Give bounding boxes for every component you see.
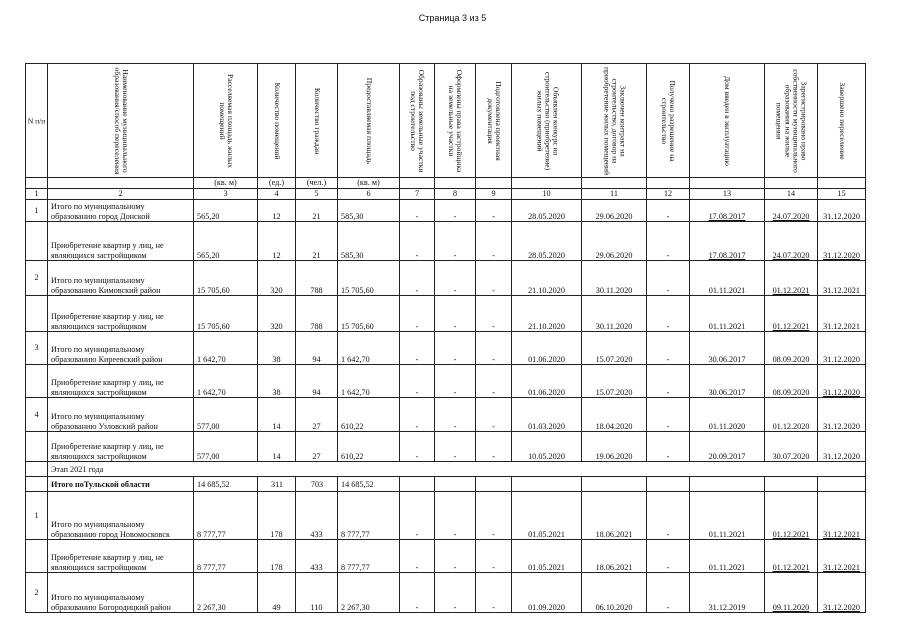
empty-cell [512,477,582,492]
area-resettled: 15 705,60 [194,261,258,296]
premises-count: 178 [258,540,296,573]
unit-cell: (чел.) [296,178,338,189]
row-name: Итого по муниципальному образованию Кимовский район [48,261,194,296]
tender-date: 10.05.2020 [512,432,582,462]
column-number: 4 [258,189,296,200]
contract-date: 30.11.2020 [582,296,647,332]
area-resettled: 565,20 [194,222,258,261]
project-docs: - [476,432,512,462]
column-number: 9 [476,189,512,200]
permit: - [647,365,690,398]
unit-cell [765,178,818,189]
col-header-6: Предоставляемая площадь [338,64,400,178]
stage-label: Этап 2021 года [48,462,866,477]
land-plots: - [400,222,435,261]
col-header-2: Наименование муниципального образования/способ переселения [48,64,194,178]
page-header: Страница 3 из 5 [418,13,487,23]
land-rights: - [435,200,476,222]
citizens-count: 433 [296,492,338,540]
unit-cell [582,178,647,189]
column-number: 13 [690,189,765,200]
row-number [26,296,48,332]
header-row [26,64,866,178]
ownership-date: 01.12.2021 [765,261,818,296]
column-number: 7 [400,189,435,200]
col-header-1: N п/п [26,64,48,178]
premises-count: 320 [258,296,296,332]
project-docs: - [476,573,512,613]
contract-date: 18.04.2020 [582,398,647,432]
citizens-count: 27 [296,432,338,462]
column-number: 5 [296,189,338,200]
citizens-count: 27 [296,398,338,432]
land-rights: - [435,540,476,573]
commissioning-date: 01.11.2020 [690,398,765,432]
municipality-total-row [26,261,866,296]
area-resettled: 565,20 [194,200,258,222]
area-provided: 8 777,77 [338,492,400,540]
empty-cell [765,477,818,492]
col-header-11: Заключен контракт на строительство, договор на приобретение жилых помещений [582,64,647,178]
ownership-date: 01.12.2021 [765,540,818,573]
citizens-count: 703 [296,477,338,492]
ownership-date: 01.12.2021 [765,492,818,540]
area-resettled: 1 642,70 [194,365,258,398]
unit-cell [690,178,765,189]
column-number: 12 [647,189,690,200]
resettlement-date: 31.12.2021 [818,492,866,540]
permit: - [647,492,690,540]
stage-empty-cell [26,462,48,477]
area-provided: 15 705,60 [338,296,400,332]
land-plots: - [400,492,435,540]
row-number: 4 [26,398,48,432]
contract-date: 15.07.2020 [582,365,647,398]
land-rights: - [435,222,476,261]
municipality-total-row [26,573,866,613]
tender-date: 01.05.2021 [512,540,582,573]
ownership-date: 24.07.2020 [765,222,818,261]
tender-date: 21.10.2020 [512,261,582,296]
premises-count: 38 [258,365,296,398]
column-number-row [26,189,866,200]
ownership-date: 01.12.2021 [765,296,818,332]
col-header-12: Получено разрешение на строительство [647,64,690,178]
unit-cell [26,178,48,189]
land-rights: - [435,296,476,332]
row-name: Итого поТульской области [48,477,194,492]
permit: - [647,296,690,332]
resettlement-date: 31.12.2021 [818,261,866,296]
land-rights: - [435,492,476,540]
unit-cell [476,178,512,189]
project-docs: - [476,540,512,573]
acquisition-row [26,432,866,462]
resettlement-date: 31.12.2021 [818,296,866,332]
col-header-9: Подготовлена проектная документация [476,64,512,178]
project-docs: - [476,332,512,365]
premises-count: 178 [258,492,296,540]
resettlement-date: 31.12.2020 [818,573,866,613]
area-resettled: 577,00 [194,432,258,462]
row-name: Итого по муниципальному образованию город Новомосковск [48,492,194,540]
row-number: 2 [26,261,48,296]
column-number: 2 [48,189,194,200]
citizens-count: 110 [296,573,338,613]
land-plots: - [400,540,435,573]
resettlement-date: 31.12.2020 [818,432,866,462]
commissioning-date: 01.11.2021 [690,492,765,540]
area-provided: 585,30 [338,222,400,261]
unit-cell [818,178,866,189]
commissioning-date: 31.12.2019 [690,573,765,613]
area-resettled: 2 267,30 [194,573,258,613]
contract-date: 19.06.2020 [582,432,647,462]
unit-cell: (кв. м) [194,178,258,189]
project-docs: - [476,398,512,432]
column-number: 6 [338,189,400,200]
land-rights: - [435,398,476,432]
unit-cell: (кв. м) [338,178,400,189]
commissioning-date: 17.08.2017 [690,222,765,261]
empty-cell [435,477,476,492]
contract-date: 29.06.2020 [582,222,647,261]
resettlement-date: 31.12.2020 [818,200,866,222]
land-rights: - [435,432,476,462]
permit: - [647,432,690,462]
acquisition-row [26,365,866,398]
permit: - [647,222,690,261]
area-provided: 610,22 [338,398,400,432]
unit-cell [48,178,194,189]
permit: - [647,540,690,573]
premises-count: 311 [258,477,296,492]
column-number: 3 [194,189,258,200]
row-number [26,477,48,492]
ownership-date: 01.12.2020 [765,398,818,432]
land-plots: - [400,432,435,462]
ownership-date: 08.09.2020 [765,332,818,365]
row-number: 1 [26,492,48,540]
area-provided: 14 685,52 [338,477,400,492]
permit: - [647,398,690,432]
area-resettled: 14 685,52 [194,477,258,492]
empty-cell [818,477,866,492]
premises-count: 14 [258,398,296,432]
municipality-total-row [26,332,866,365]
area-provided: 610,22 [338,432,400,462]
column-number: 15 [818,189,866,200]
commissioning-date: 30.06.2017 [690,332,765,365]
premises-count: 12 [258,222,296,261]
land-plots: - [400,365,435,398]
contract-date: 06.10.2020 [582,573,647,613]
row-number: 3 [26,332,48,365]
citizens-count: 94 [296,332,338,365]
premises-count: 320 [258,261,296,296]
acquisition-row [26,222,866,261]
project-docs: - [476,492,512,540]
ownership-date: 08.09.2020 [765,365,818,398]
col-header-7: Образованы земельные участки под строительство [400,64,435,178]
row-name: Приобретение квартир у лиц, не являющихся застройщиком [48,365,194,398]
row-name: Приобретение квартир у лиц, не являющихся застройщиком [48,296,194,332]
area-resettled: 15 705,60 [194,296,258,332]
resettlement-date: 31.12.2020 [818,398,866,432]
resettlement-date: 31.12.2020 [818,365,866,398]
col-header-15: Завершено переселение [818,64,866,178]
permit: - [647,200,690,222]
permit: - [647,261,690,296]
row-name: Итого по муниципальному образованию Киреевский район [48,332,194,365]
empty-cell [582,477,647,492]
citizens-count: 788 [296,261,338,296]
project-docs: - [476,365,512,398]
permit: - [647,332,690,365]
project-docs: - [476,222,512,261]
tender-date: 01.03.2020 [512,398,582,432]
empty-cell [647,477,690,492]
col-header-3: Расселяемая площадь жилых помещений [194,64,258,178]
area-provided: 8 777,77 [338,540,400,573]
empty-cell [690,477,765,492]
col-header-8: Оформлены права застройщика на земельные участки [435,64,476,178]
citizens-count: 788 [296,296,338,332]
row-number [26,540,48,573]
area-provided: 1 642,70 [338,332,400,365]
row-number: 1 [26,200,48,222]
land-plots: - [400,332,435,365]
contract-date: 29.06.2020 [582,200,647,222]
municipality-total-row [26,492,866,540]
area-resettled: 577,00 [194,398,258,432]
area-resettled: 1 642,70 [194,332,258,365]
column-number: 8 [435,189,476,200]
contract-date: 18.06.2021 [582,540,647,573]
row-name: Приобретение квартир у лиц, не являющихся застройщиком [48,432,194,462]
area-resettled: 8 777,77 [194,540,258,573]
commissioning-date: 01.11.2021 [690,540,765,573]
project-docs: - [476,200,512,222]
premises-count: 14 [258,432,296,462]
row-number: 2 [26,573,48,613]
citizens-count: 94 [296,365,338,398]
row-name: Итого по муниципальному образованию Узловский район [48,398,194,432]
region-total-row [26,477,866,492]
tender-date: 28.05.2020 [512,200,582,222]
area-resettled: 8 777,77 [194,492,258,540]
commissioning-date: 01.11.2021 [690,296,765,332]
ownership-date: 30.07.2020 [765,432,818,462]
ownership-date: 09.11.2020 [765,573,818,613]
area-provided: 2 267,30 [338,573,400,613]
contract-date: 30.11.2020 [582,261,647,296]
premises-count: 12 [258,200,296,222]
resettlement-date: 31.12.2020 [818,332,866,365]
premises-count: 49 [258,573,296,613]
row-name: Итого по муниципальному образованию Богородицкий район [48,573,194,613]
municipality-total-row [26,398,866,432]
land-plots: - [400,573,435,613]
land-plots: - [400,200,435,222]
col-header-10: Объявлен конкурс на строительство (приобретение) жилых помещений [512,64,582,178]
column-number: 11 [582,189,647,200]
project-docs: - [476,261,512,296]
land-plots: - [400,398,435,432]
area-provided: 15 705,60 [338,261,400,296]
unit-cell: (ед.) [258,178,296,189]
land-plots: - [400,261,435,296]
row-number [26,432,48,462]
land-rights: - [435,573,476,613]
municipality-total-row [26,200,866,222]
tender-date: 01.06.2020 [512,332,582,365]
col-header-5: Количество граждан [296,64,338,178]
area-provided: 585,30 [338,200,400,222]
commissioning-date: 17.08.2017 [690,200,765,222]
area-provided: 1 642,70 [338,365,400,398]
resettlement-date: 31.12.2020 [818,222,866,261]
row-number [26,365,48,398]
resettlement-table [25,63,866,613]
acquisition-row [26,296,866,332]
contract-date: 15.07.2020 [582,332,647,365]
row-name: Приобретение квартир у лиц, не являющихся застройщиком [48,222,194,261]
col-header-14: Зарегистрировано право собственности муниципального образования на жилые помещения [765,64,818,178]
tender-date: 28.05.2020 [512,222,582,261]
tender-date: 01.09.2020 [512,573,582,613]
contract-date: 18.06.2021 [582,492,647,540]
column-number: 14 [765,189,818,200]
commissioning-date: 01.11.2021 [690,261,765,296]
land-plots: - [400,296,435,332]
citizens-count: 433 [296,540,338,573]
empty-cell [476,477,512,492]
citizens-count: 21 [296,222,338,261]
premises-count: 38 [258,332,296,365]
tender-date: 01.06.2020 [512,365,582,398]
land-rights: - [435,261,476,296]
commissioning-date: 20.09.2017 [690,432,765,462]
resettlement-date: 31.12.2021 [818,540,866,573]
unit-row [26,178,866,189]
row-name: Итого по муниципальному образованию город Донской [48,200,194,222]
stage-row [26,462,866,477]
column-number: 1 [26,189,48,200]
land-rights: - [435,365,476,398]
empty-cell [400,477,435,492]
col-header-4: Количество помещений [258,64,296,178]
unit-cell [512,178,582,189]
row-number [26,222,48,261]
unit-cell [435,178,476,189]
row-name: Приобретение квартир у лиц, не являющихся застройщиком [48,540,194,573]
tender-date: 01.05.2021 [512,492,582,540]
tender-date: 21.10.2020 [512,296,582,332]
land-rights: - [435,332,476,365]
unit-cell [647,178,690,189]
column-number: 10 [512,189,582,200]
ownership-date: 24.07.2020 [765,200,818,222]
citizens-count: 21 [296,200,338,222]
project-docs: - [476,296,512,332]
commissioning-date: 30.06.2017 [690,365,765,398]
unit-cell [400,178,435,189]
permit: - [647,573,690,613]
acquisition-row [26,540,866,573]
col-header-13: Дом введен в эксплуатацию [690,64,765,178]
